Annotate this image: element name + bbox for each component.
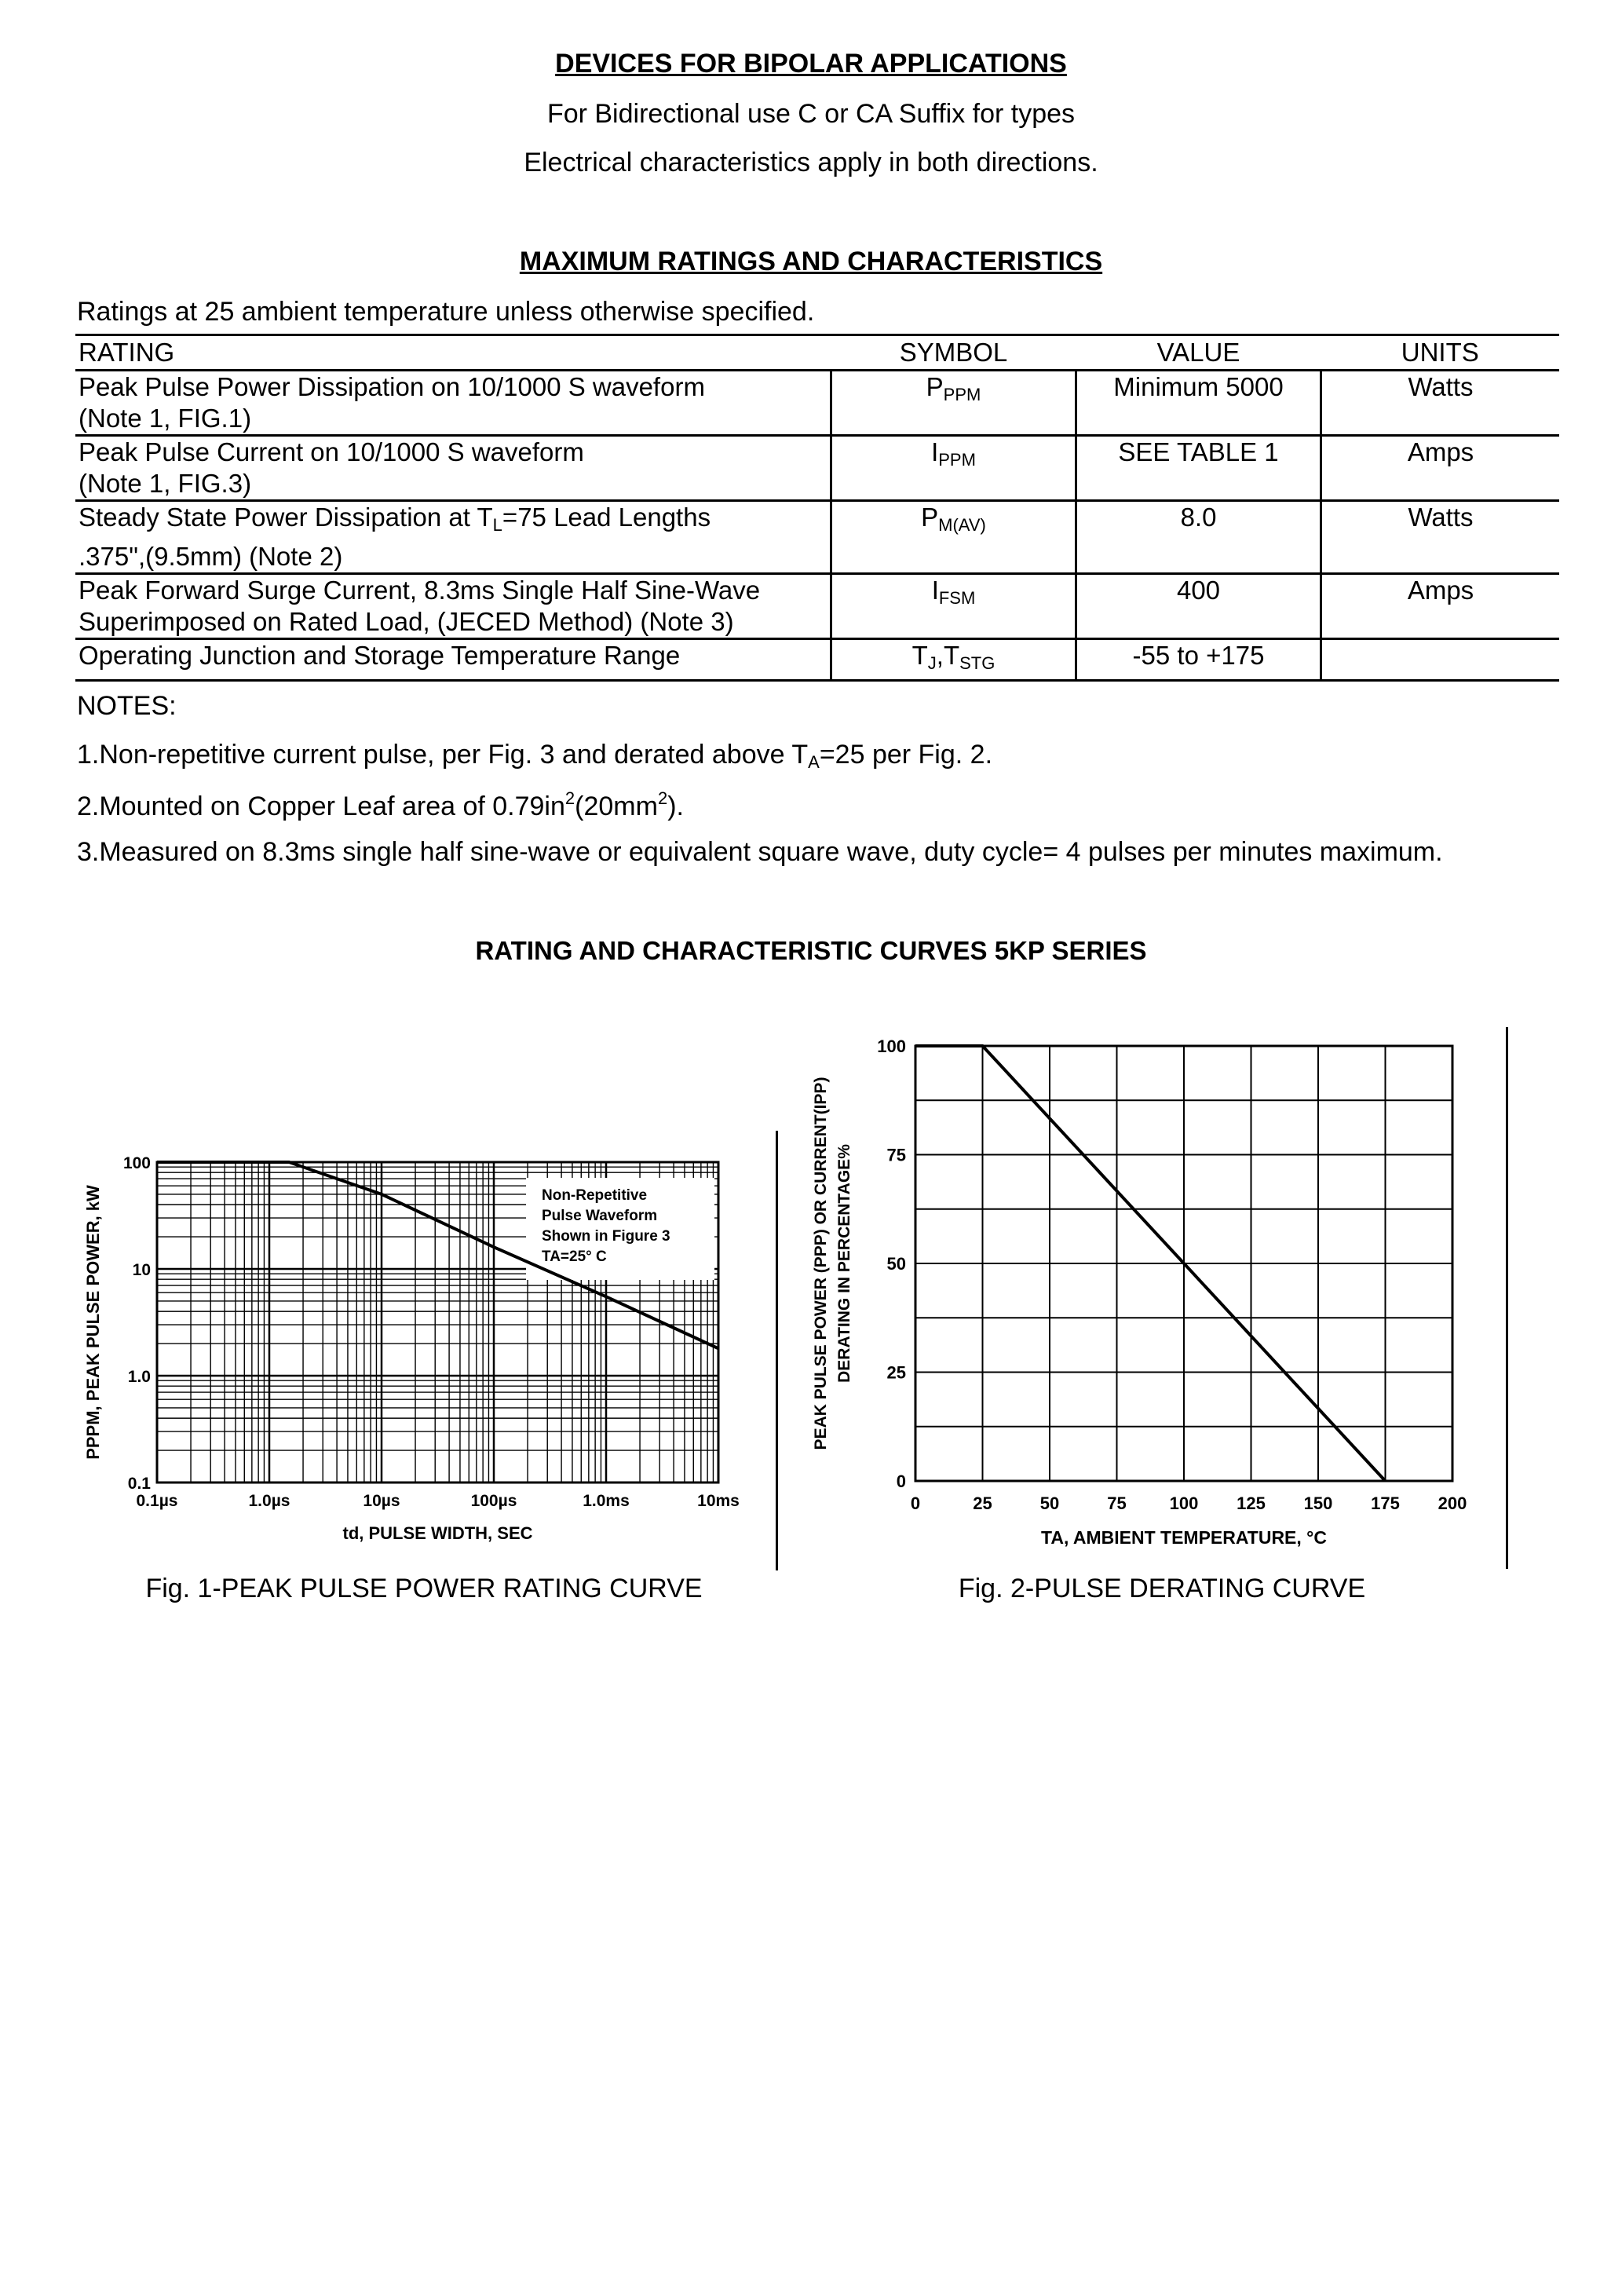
symbol-cell: $P_{M(AV)}$ (831, 501, 1076, 574)
table-row (75, 436, 1559, 501)
units-cell: Watts (1321, 371, 1560, 436)
y-tick-label: 10 (132, 1261, 151, 1279)
x-axis-label: td, PULSE WIDTH, SEC (342, 1523, 533, 1543)
symbol-cell: $T_J,T_{STG}$ (831, 639, 1076, 681)
value-cell: -55 to +175 (1076, 639, 1321, 681)
y-tick-label: 100 (122, 1154, 151, 1172)
x-tick-label: 50 (1039, 1493, 1060, 1513)
y-tick-label: 25 (886, 1362, 906, 1383)
value-cell: 8.0 (1076, 501, 1321, 574)
curves-title: RATING AND CHARACTERISTIC CURVES 5KP SERIES (475, 936, 1147, 965)
page-title: DEVICES FOR BIPOLAR APPLICATIONS (555, 49, 1067, 79)
figure-divider (776, 1131, 778, 1570)
units-cell (1321, 639, 1560, 681)
table-row (75, 639, 1559, 681)
rating-cell: Peak Pulse Current on 10/1000 S waveform (Note 1, FIG.3) (75, 436, 831, 501)
x-tick-label: 75 (1107, 1493, 1127, 1513)
max-ratings-title: MAXIMUM RATINGS AND CHARACTERISTICS (519, 247, 1103, 276)
y-tick-label: 0.1 (127, 1475, 151, 1493)
x-tick-label: 200 (1438, 1493, 1467, 1513)
x-tick-label: 0 (910, 1493, 921, 1513)
x-tick-label: 100 (1169, 1493, 1199, 1513)
col-value: VALUE (1076, 335, 1321, 371)
x-tick-label: 175 (1371, 1493, 1400, 1513)
y-tick-label: 100 (877, 1036, 906, 1056)
x-tick-label: 10ms (697, 1492, 740, 1510)
units-cell: Amps (1321, 436, 1560, 501)
x-tick-label: 10µs (363, 1492, 400, 1510)
x-tick-label: 1.0ms (583, 1492, 630, 1510)
characteristics-note: Electrical characteristics apply in both directions. (524, 148, 1098, 177)
annotation-text: Pulse Waveform (542, 1208, 658, 1224)
col-units: UNITS (1321, 335, 1560, 371)
rating-cell: Peak Pulse Power Dissipation on 10/1000 S waveform (Note 1, FIG.1) (75, 371, 831, 436)
table-row (75, 501, 1559, 574)
rating-cell: Peak Forward Surge Current, 8.3ms Single Half Sine-Wave Superimposed on Rated Load, (JECED Method) (Note 3) (75, 574, 831, 639)
y-tick-label: 0 (896, 1472, 906, 1491)
y-tick-label: 50 (886, 1254, 906, 1274)
figure-right-border (1506, 1027, 1508, 1569)
value-cell: SEE TABLE 1 (1076, 436, 1321, 501)
symbol-cell: $P_{PPM}$ (831, 371, 1076, 436)
y-axis-label: PEAK PULSE POWER (PPP) OR CURRENT(IPP) (812, 1077, 830, 1450)
ratings-table (75, 334, 1559, 682)
fig1-chart (79, 1131, 769, 1570)
y-tick-label: 75 (886, 1145, 906, 1165)
y-axis-label: PPPM, PEAK PULSE POWER, kW (83, 1185, 103, 1460)
notes-heading: NOTES: (77, 691, 177, 721)
x-tick-label: 0.1µs (136, 1492, 178, 1510)
value-cell: Minimum 5000 (1076, 371, 1321, 436)
x-axis-label: TA, AMBIENT TEMPERATURE, °C (1041, 1527, 1327, 1548)
table-row (75, 574, 1559, 639)
x-tick-label: 1.0µs (248, 1492, 290, 1510)
symbol-cell: $I_{PPM}$ (831, 436, 1076, 501)
units-cell: Watts (1321, 501, 1560, 574)
symbol-cell: $I_{FSM}$ (831, 574, 1076, 639)
col-symbol: SYMBOL (831, 335, 1076, 371)
x-tick-label: 25 (973, 1493, 992, 1513)
units-cell: Amps (1321, 574, 1560, 639)
y-tick-label: 1.0 (127, 1368, 151, 1386)
table-row (75, 371, 1559, 436)
note-1: 1.Non-repetitive current pulse, per Fig. 3 and derated above $T_A=25$ per Fig. 2. (77, 740, 993, 772)
note-3: 3.Measured on 8.3ms single half sine-wave or equivalent square wave, duty cycle= 4 pulses per minutes maximum. (77, 837, 1443, 867)
col-rating: RATING (75, 335, 831, 371)
rating-cell: Operating Junction and Storage Temperature Range (75, 639, 831, 681)
fig2-chart (801, 1021, 1531, 1570)
annotation-text: Shown in Figure 3 (542, 1228, 670, 1245)
table-header-row (75, 335, 1559, 371)
annotation-text: TA=25° C (542, 1249, 607, 1265)
x-tick-label: 100µs (470, 1492, 517, 1510)
fig2-caption: Fig. 2-PULSE DERATING CURVE (958, 1574, 1366, 1603)
ratings-intro: Ratings at 25 ambient temperature unless otherwise specified. (77, 297, 815, 327)
annotation-text: Non-Repetitive (542, 1187, 648, 1204)
note-2: 2.Mounted on Copper Leaf area of $0.79in^2(20mm^2)$. (77, 788, 684, 821)
fig1-caption: Fig. 1-PEAK PULSE POWER RATING CURVE (145, 1574, 703, 1603)
x-tick-label: 125 (1237, 1493, 1266, 1513)
rating-cell: Steady State Power Dissipation at $T_L=75$ Lead Lengths .375",(9.5mm) (Note 2) (75, 501, 831, 574)
y-axis-label-2: DERATING IN PERCENTAGE% (835, 1144, 853, 1383)
value-cell: 400 (1076, 574, 1321, 639)
bidirectional-note: For Bidirectional use C or CA Suffix for types (546, 99, 1076, 129)
x-tick-label: 150 (1303, 1493, 1333, 1513)
